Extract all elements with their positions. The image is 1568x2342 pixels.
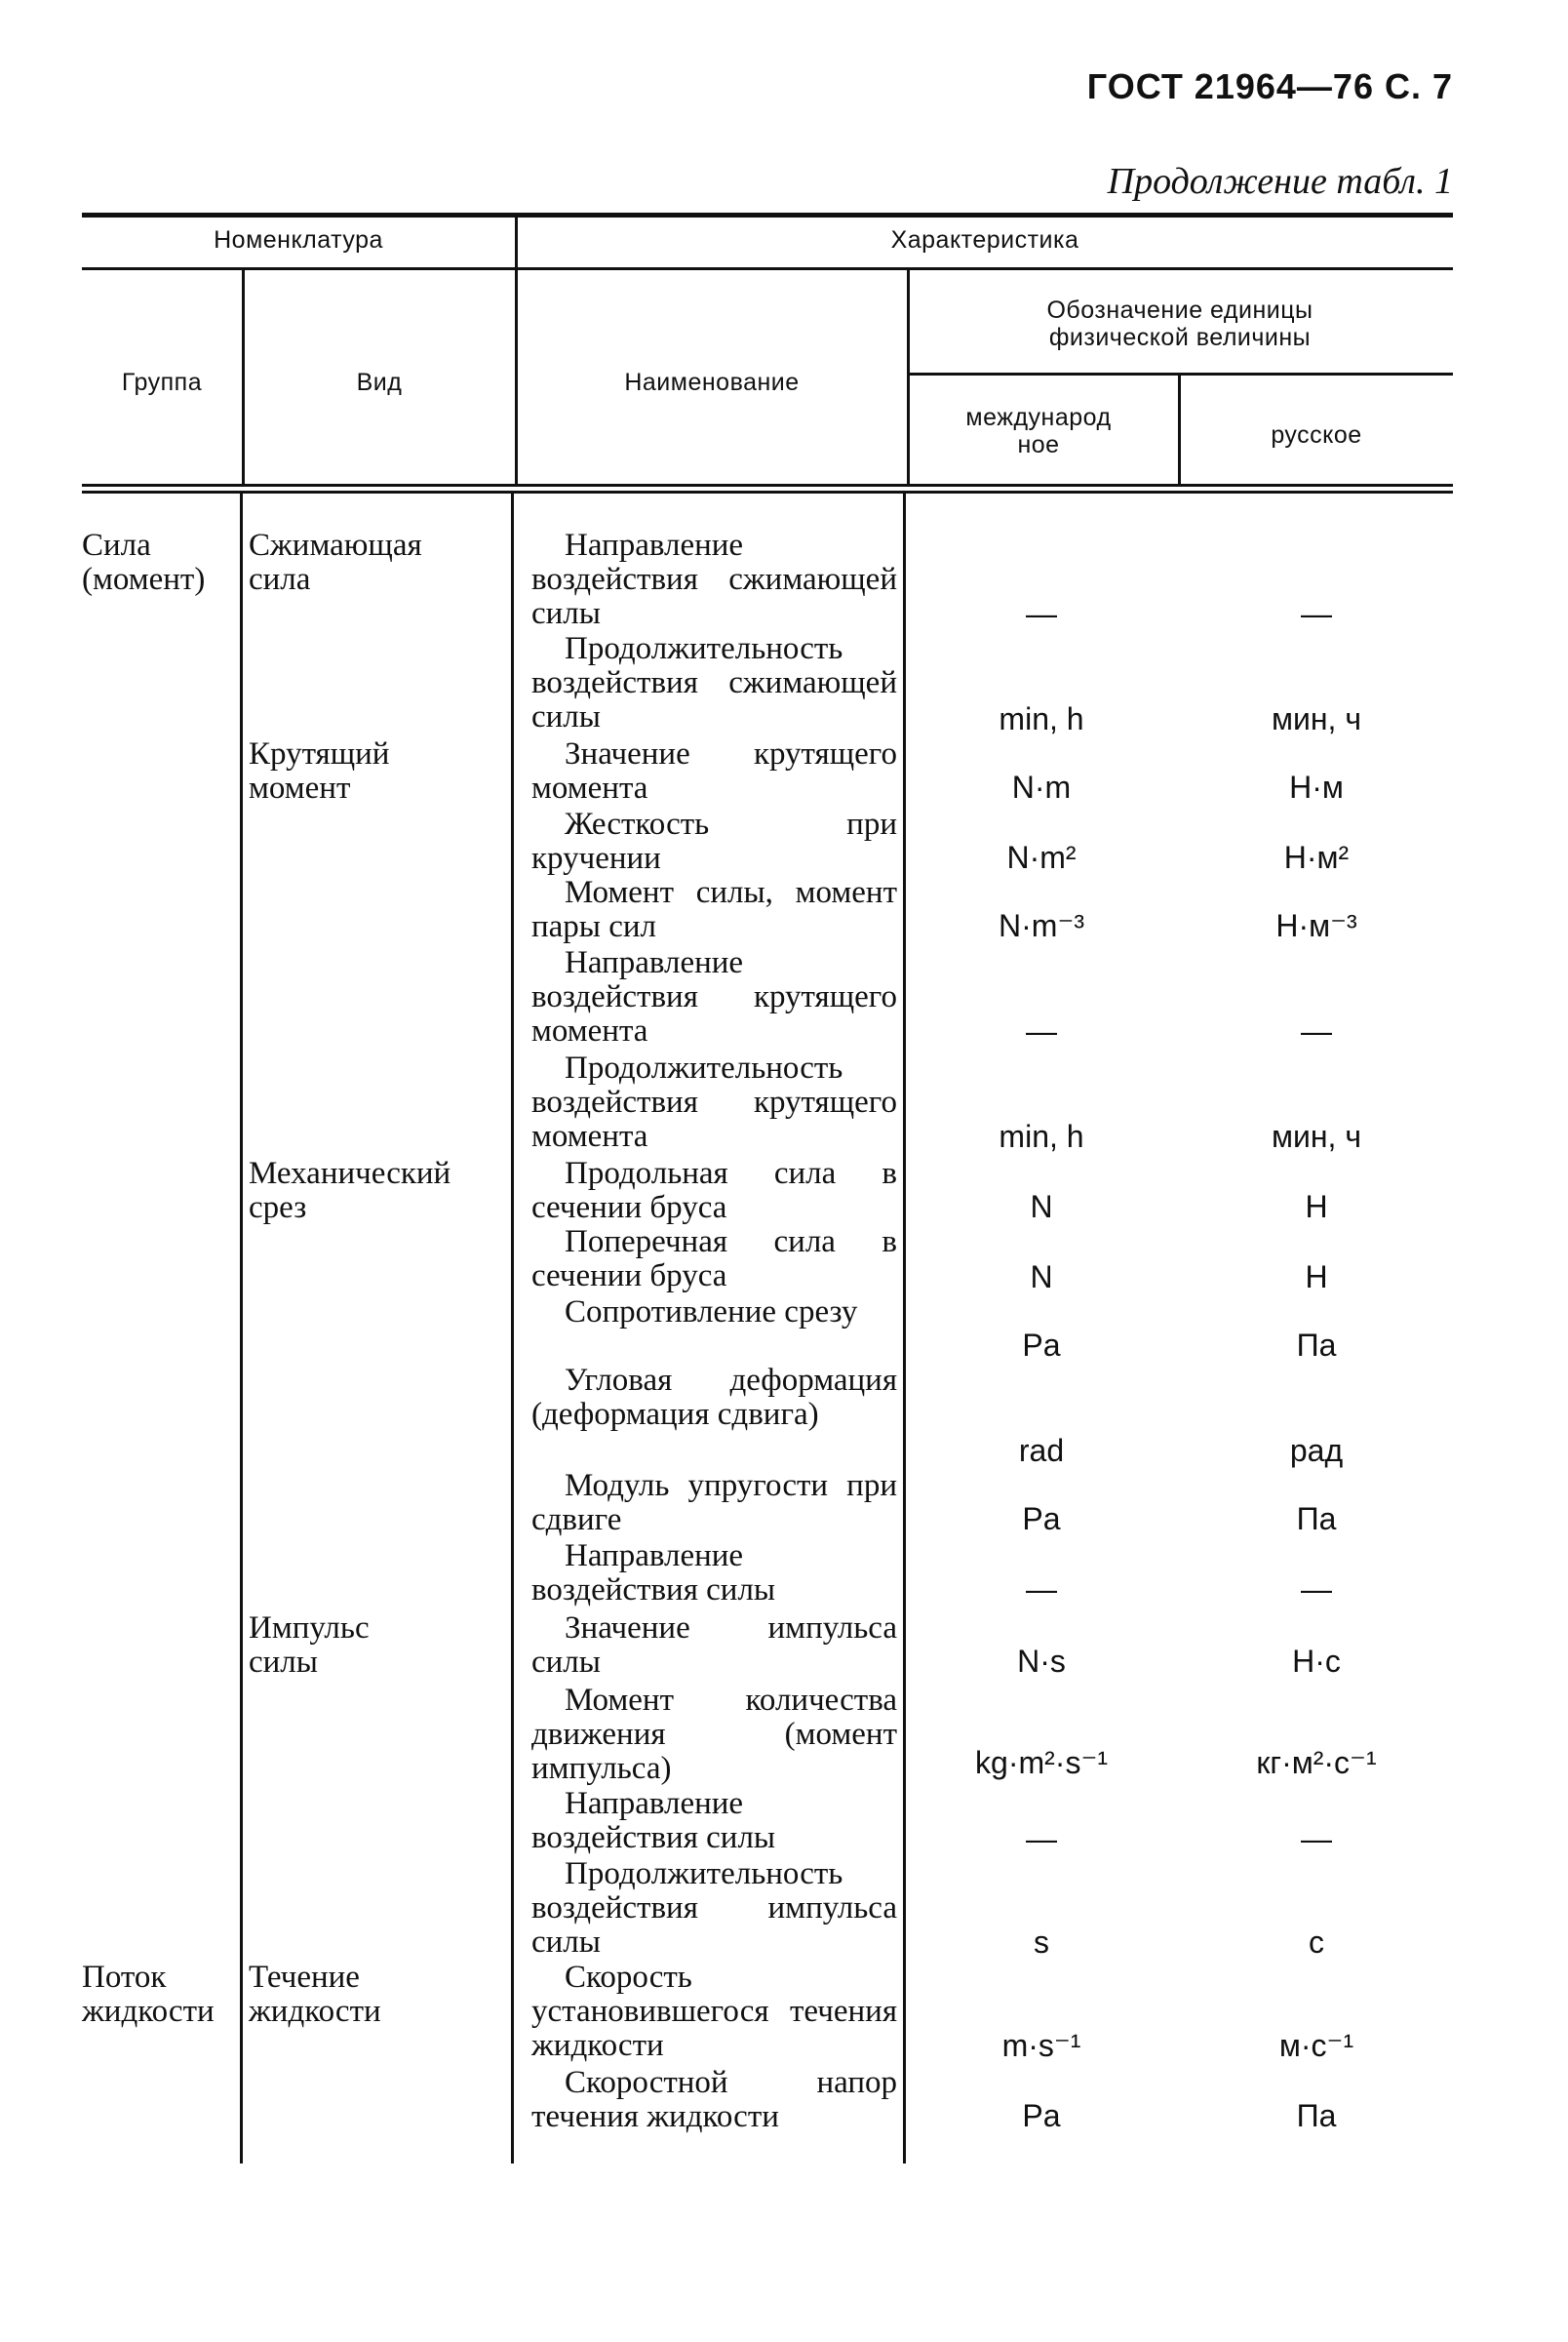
parameter-name-cell: Направление воздействия сжимающей силы <box>531 528 897 631</box>
unit-international-cell: — <box>1026 1013 1057 1049</box>
parameter-name-cell: Скорость установившегося течения жидкости <box>531 1960 897 2063</box>
unit-international-cell: N·m² <box>1006 840 1077 875</box>
unit-russian-cell: Па <box>1296 1501 1337 1536</box>
group-cell: Поток жидкости <box>82 1960 215 2029</box>
kind-cell: Сжимающая сила <box>249 528 422 597</box>
unit-russian-cell: — <box>1301 1571 1332 1607</box>
unit-international-cell: N·m <box>1011 770 1072 805</box>
parameter-name-cell: Скоростной напор течения жидкости <box>531 2065 897 2134</box>
header-bottom-rule-b <box>82 491 1453 494</box>
unit-international-cell: N <box>1030 1189 1053 1224</box>
unit-russian-cell: рад <box>1289 1433 1344 1468</box>
unit-russian-cell: мин, ч <box>1272 701 1361 736</box>
unit-international-cell: Pa <box>1022 1328 1061 1363</box>
unit-russian-cell: Па <box>1296 1328 1337 1363</box>
kind-cell: Крутящий момент <box>249 736 390 806</box>
unit-russian-cell: Н <box>1305 1189 1328 1224</box>
parameter-name-cell: Жесткость при кручении <box>531 807 897 876</box>
table-top-rule <box>82 213 1453 218</box>
unit-russian-cell: Па <box>1296 2098 1337 2133</box>
parameter-name-cell: Направление воздействия силы <box>531 1786 776 1855</box>
parameter-name-cell: Момент силы, момент пары сил <box>531 875 897 944</box>
unit-international-cell: kg·m²·s⁻¹ <box>975 1745 1108 1780</box>
unit-international-cell: — <box>1026 1571 1057 1607</box>
header-bottom-rule-a <box>82 484 1453 487</box>
header-group: Группа <box>121 369 203 396</box>
unit-international-cell: N·s <box>1017 1644 1066 1679</box>
group-cell: Сила (момент) <box>82 528 206 597</box>
body-divider-group-kind <box>240 494 243 2163</box>
body-divider-kind-name <box>511 494 514 2163</box>
unit-international-cell: m·s⁻¹ <box>1001 2028 1081 2063</box>
unit-russian-cell: м·с⁻¹ <box>1278 2028 1354 2063</box>
parameter-name-cell: Сопротивление срезу <box>565 1294 858 1330</box>
header-name: Наименование <box>624 369 800 396</box>
header-rule-1 <box>82 267 517 270</box>
header-unit-designation: Обозначение единицы физической величины <box>1046 297 1313 351</box>
header-nomenclature: Номенклатура <box>214 226 383 254</box>
unit-international-cell: — <box>1026 596 1057 631</box>
page-reference: ГОСТ 21964—76 С. 7 <box>1086 66 1453 106</box>
column-divider-name-units <box>907 269 910 484</box>
unit-russian-cell: — <box>1301 1013 1332 1049</box>
kind-cell: Механический срез <box>249 1156 451 1225</box>
unit-russian-cell: кг·м²·с⁻¹ <box>1256 1745 1377 1780</box>
unit-international-cell: s <box>1034 1925 1049 1960</box>
parameter-name-cell: Поперечная сила в сечении бруса <box>531 1224 897 1293</box>
header-kind: Вид <box>356 369 403 396</box>
unit-international-cell: min, h <box>999 1119 1084 1154</box>
parameter-name-cell: Продолжительность воздействия крутящего момента <box>531 1051 897 1154</box>
unit-international-cell: Pa <box>1022 1501 1061 1536</box>
kind-cell: Импульс силы <box>249 1610 370 1680</box>
unit-international-cell: min, h <box>999 701 1084 736</box>
unit-russian-cell: Н·м⁻³ <box>1275 908 1357 943</box>
parameter-name-cell: Угловая деформация (деформация сдвига) <box>531 1363 897 1432</box>
unit-russian-cell: мин, ч <box>1272 1119 1361 1154</box>
parameter-name-cell: Модуль упругости при сдвиге <box>531 1468 897 1537</box>
header-rule-1b <box>517 267 1453 270</box>
unit-international-cell: rad <box>1018 1433 1065 1468</box>
unit-international-cell: Pa <box>1022 2098 1061 2133</box>
header-russian: русское <box>1271 421 1362 449</box>
parameter-name-cell: Момент количества движения (момент импульса) <box>531 1683 897 1786</box>
table-continuation-label: Продолжение табл. 1 <box>1107 161 1453 202</box>
parameter-name-cell: Значение крутящего момента <box>531 736 897 806</box>
unit-russian-cell: Н <box>1305 1259 1328 1294</box>
unit-russian-cell: — <box>1301 1821 1332 1856</box>
header-international: международное <box>965 404 1112 458</box>
unit-international-cell: N <box>1030 1259 1053 1294</box>
header-characteristic: Характеристика <box>890 226 1079 254</box>
parameter-name-cell: Продольная сила в сечении бруса <box>531 1156 897 1225</box>
unit-international-cell: — <box>1026 1821 1057 1856</box>
parameter-name-cell: Значение импульса силы <box>531 1610 897 1680</box>
unit-russian-cell: Н·м <box>1289 770 1344 805</box>
parameter-name-cell: Продолжительность воздействия сжимающей силы <box>531 631 897 734</box>
unit-russian-cell: — <box>1301 596 1332 631</box>
parameter-name-cell: Направление воздействия крутящего момента <box>531 945 897 1049</box>
unit-russian-cell: с <box>1309 1925 1324 1960</box>
unit-russian-cell: Н·с <box>1292 1644 1341 1679</box>
unit-international-cell: N·m⁻³ <box>999 908 1084 943</box>
body-divider-name-units <box>903 494 906 2163</box>
parameter-name-cell: Направление воздействия силы <box>531 1538 776 1608</box>
unit-russian-cell: Н·м² <box>1283 840 1350 875</box>
column-divider-nomenclature <box>515 217 518 484</box>
kind-cell: Течение жидкости <box>249 1960 381 2029</box>
parameter-name-cell: Продолжительность воздействия импульса силы <box>531 1856 897 1960</box>
